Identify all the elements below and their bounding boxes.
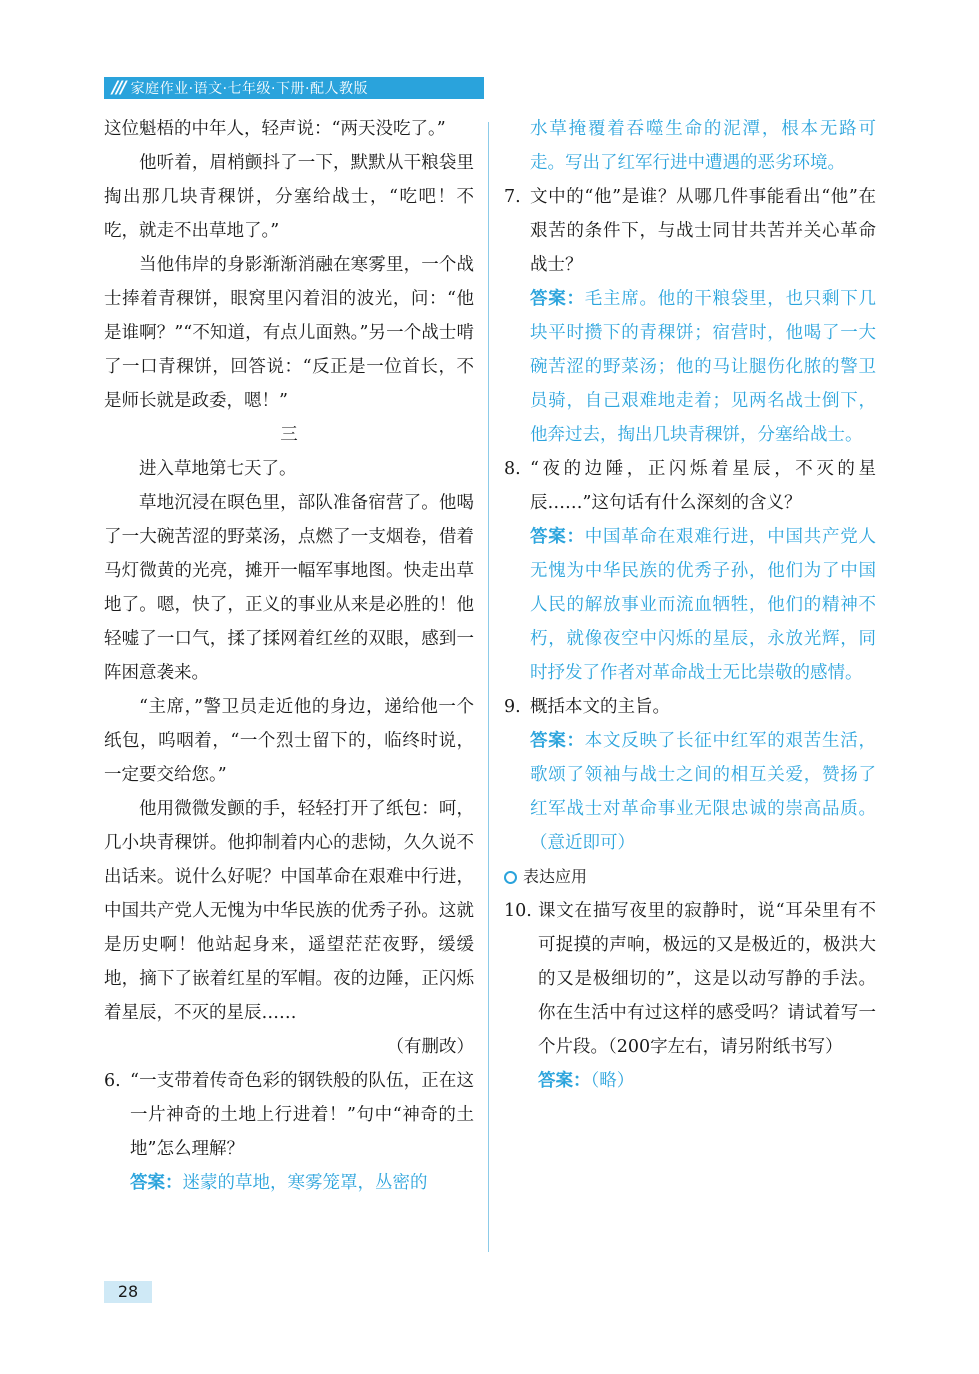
- answer-label: 答案：: [130, 1173, 183, 1193]
- question-number: 9.: [504, 697, 521, 717]
- question-text: 文中的“他”是谁？从哪几件事能看出“他”在艰苦的条件下，与战士同甘共苦并关心革命战士？: [530, 187, 876, 275]
- circle-bullet-icon: [504, 871, 517, 884]
- answer-label: 答案：: [538, 1071, 591, 1091]
- question-number: 7.: [504, 187, 521, 207]
- answer-text: 迷蒙的草地，寒雾笼罩，丛密的: [182, 1173, 428, 1193]
- question-number: 6.: [104, 1071, 121, 1091]
- right-column: [504, 112, 876, 1098]
- paragraph: 当他伟岸的身影渐渐消融在寒雾里，一个战士捧着青稞饼，眼窝里闪着泪的波光，问：“他是谁啊？”“不知道，有点儿面熟。”另一个战士啃了一口青稞饼，回答说：“反正是一位首长，不是师长就是政委，嗯！”: [104, 255, 474, 411]
- left-column: [104, 112, 474, 1200]
- source-note: （有删改）: [386, 1037, 474, 1057]
- question-7: [504, 180, 876, 282]
- answer-7: [504, 282, 876, 452]
- column-divider: [488, 122, 489, 1252]
- section-number: 三: [280, 425, 298, 445]
- page-number: 28: [104, 1281, 152, 1303]
- running-header: [104, 77, 484, 99]
- question-number: 10.: [504, 901, 532, 921]
- question-text: 课文在描写夜里的寂静时，说“耳朵里有不可捉摸的声响，极远的又是极近的，极洪大的又是极细切的”，这是以动写静的手法。你在生活中有过这样的感受吗？请试着写一个片段。（200字左右，请另附纸书写）: [538, 901, 876, 1057]
- question-text: 概括本文的主旨。: [530, 697, 670, 717]
- answer-label: 答案：: [530, 527, 585, 547]
- answer-8: [504, 520, 876, 690]
- question-9: [504, 690, 876, 724]
- answer-6-continued: 水草掩覆着吞噬生命的泥潭，根本无路可走。写出了红军行进中遭遇的恶劣环境。: [530, 119, 876, 173]
- section-heading-text: 表达应用: [523, 867, 588, 886]
- answer-6: [104, 1166, 474, 1200]
- answer-text: 本文反映了长征中红军的艰苦生活，歌颂了领袖与战士之间的相互关爱，赞扬了红军战士对革命事业无限忠诚的崇高品质。（意近即可）: [530, 731, 876, 853]
- paragraph: 他用微微发颤的手，轻轻打开了纸包：呵，几小块青稞饼。他抑制着内心的悲恸，久久说不出话来。说什么好呢？中国革命在艰难中行进，中国共产党人无愧为中华民族的优秀子孙。这就是历史啊！他站起身来，遥望茫茫夜野，缓缓地，摘下了嵌着红星的军帽。夜的边陲，正闪烁着星辰，不灭的星辰……: [104, 799, 474, 1023]
- answer-text: 毛主席。他的干粮袋里，也只剩下几块平时攒下的青稞饼；宿营时，他喝了一大碗苦涩的野菜汤；他的马让腿伤化脓的警卫员骑，自己艰难地走着；见两名战士倒下，他奔过去，掏出几块青稞饼，分塞给战士。: [530, 289, 876, 445]
- answer-label: 答案：: [530, 731, 585, 751]
- question-8: [504, 452, 876, 520]
- answer-10: [504, 1064, 876, 1098]
- answer-label: 答案：: [530, 289, 585, 309]
- question-text: “夜的边陲，正闪烁着星辰，不灭的星辰……”这句话有什么深刻的含义？: [530, 459, 876, 513]
- answer-9: [504, 724, 876, 860]
- header-title: 家庭作业·语文·七年级·下册·配人教版: [130, 81, 368, 97]
- paragraph: 这位魁梧的中年人，轻声说：“两天没吃了。”: [104, 119, 446, 139]
- section-heading: [504, 860, 876, 894]
- paragraph: “主席，”警卫员走近他的身边，递给他一个纸包，呜咽着，“一个烈士留下的，临终时说，一定要交给您。”: [104, 697, 474, 785]
- answer-text: 中国革命在艰难行进，中国共产党人无愧为中华民族的优秀子孙，他们为了中国人民的解放事业而流血牺牲，他们的精神不朽，就像夜空中闪烁的星辰，永放光辉，同时抒发了作者对革命战士无比崇敬的感情。: [530, 527, 876, 683]
- answer-text: （略）: [590, 1071, 635, 1091]
- question-10: [504, 894, 876, 1064]
- paragraph: 进入草地第七天了。: [139, 459, 297, 479]
- paragraph: 他听着，眉梢颤抖了一下，默默从干粮袋里掏出那几块青稞饼，分塞给战士，“吃吧！不吃，就走不出草地了。”: [104, 153, 474, 241]
- question-text: “一支带着传奇色彩的钢铁般的队伍，正在这一片神奇的土地上行进着！”句中“神奇的土地”怎么理解？: [130, 1071, 474, 1159]
- paragraph: 草地沉浸在暝色里，部队准备宿营了。他喝了一大碗苦涩的野菜汤，点燃了一支烟卷，借着马灯微黄的光亮，摊开一幅军事地图。快走出草地了。嗯，快了，正义的事业从来是必胜的！他轻嘘了一口气，揉了揉网着红丝的双眼，感到一阵困意袭来。: [104, 493, 474, 683]
- question-6: [104, 1064, 474, 1166]
- header-slash-decoration: ///: [112, 78, 125, 98]
- question-number: 8.: [504, 459, 521, 479]
